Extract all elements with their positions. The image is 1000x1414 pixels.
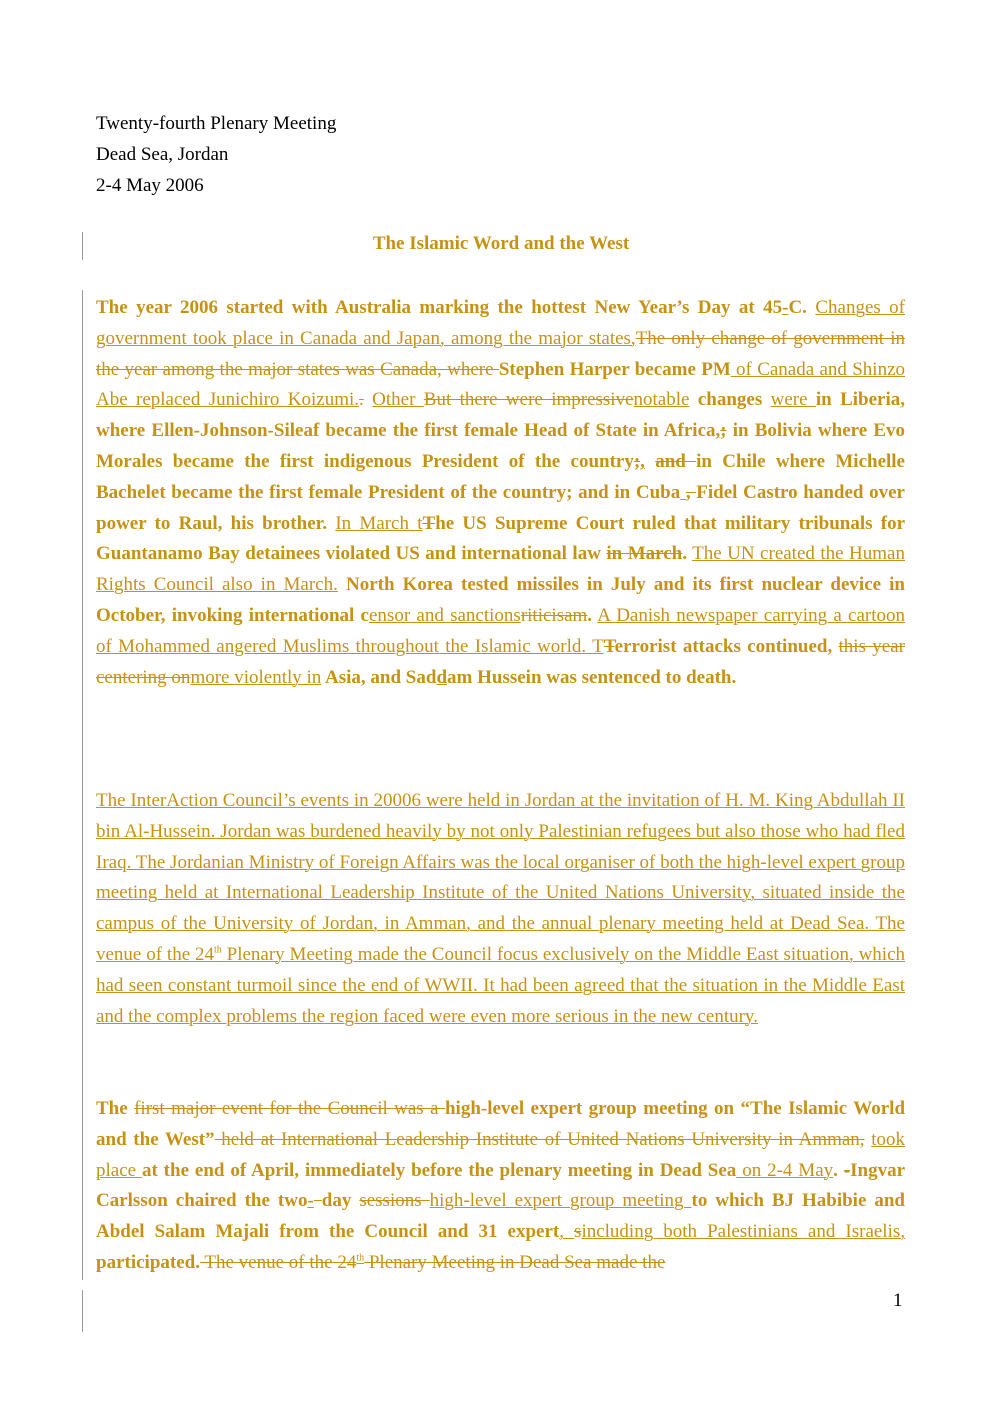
deleted-text: The only change of government in the year among the major states was Canada, where: [96, 327, 905, 380]
text-run: Fidel Castro handed over power to Raul, his brother.: [96, 481, 905, 534]
inserted-text: A Danish newspaper carrying a cartoon of Mohammed angered Muslims throughout the Islamic world.: [96, 604, 905, 657]
text-run: participated.: [96, 1251, 200, 1273]
text-run: Stephen Harper became PM: [498, 358, 731, 380]
deleted-text: T: [422, 512, 436, 534]
deleted-text: this year centering on: [96, 635, 905, 688]
deleted-text: s: [574, 1221, 582, 1243]
text-run: in Chile where Michelle Bachelet became the first female President of the country; and in Cuba: [96, 450, 905, 503]
inserted-text: ,: [559, 1221, 575, 1243]
text-run: changes: [689, 389, 771, 411]
superscript: th: [356, 1252, 365, 1264]
inserted-text: -: [782, 297, 789, 318]
text-run: .: [682, 543, 687, 565]
text-run: am Hussein was sentenced to death.: [447, 666, 737, 688]
text-run: .: [833, 1159, 838, 1181]
inserted-text: ensor and sanctions: [369, 604, 521, 626]
deleted-text: Plenary Meeting in Dead Sea made the: [364, 1251, 666, 1273]
change-bar: [82, 232, 83, 260]
text-run: errorist attacks continued,: [614, 635, 833, 657]
inserted-text: Changes of government took place in Canada and Japan, among the major states,: [96, 297, 906, 349]
deleted-text: -: [843, 1159, 851, 1181]
inserted-text: The InterAction Council’s events in 20006 were held in Jordan at the invitation of H. M. King Abdullah II bin Al-Hussein. Jordan was burdened heavily by not only Palestinian refugees but also those who had fled Iraq. The Jordanian Ministry of Foreign Affairs was the local organiser of both the high-level expert group meeting held at International Leadership Institute of the United Nations University, situated inside the campus of the University of Jordan, in Amman, and the annual plenary meeting held at Dead Sea. The venue of the 24: [96, 790, 905, 965]
text-run: [364, 389, 372, 410]
text-run: he US Supreme Court ruled that military tribunals for Guantanamo Bay detainees violated US and international law: [96, 512, 906, 565]
deleted-text: ;: [720, 420, 727, 442]
paragraph-expert-meeting: [96, 1094, 905, 1279]
deleted-text: .: [359, 389, 364, 411]
inserted-text: notable: [633, 389, 690, 411]
inserted-text: took place: [96, 1128, 906, 1181]
inserted-text: high-level expert group meeting: [429, 1190, 692, 1212]
deleted-text: [314, 1190, 322, 1211]
change-bar: [82, 290, 83, 1280]
inserted-text: In March t: [335, 512, 423, 534]
inserted-text: were: [770, 389, 816, 411]
text-run: C.: [788, 297, 807, 318]
text-run: Asia, and Sad: [321, 666, 437, 688]
inserted-text: T: [592, 635, 604, 657]
inserted-text: including both Palestinians and Israelis,: [581, 1221, 906, 1243]
deleted-text: held at International Leadership Institute of United Nations University in Amman,: [214, 1128, 865, 1150]
superscript: th: [214, 944, 222, 956]
inserted-text: Plenary Meeting made the Council focus exclusively on the Middle East situation, which had seen constant turmoil since the end of WWII. It had been agreed that the situation in the Middle East and the complex problems the region faced were even more serious in the new century.: [96, 943, 905, 1027]
inserted-text: Other: [372, 389, 424, 411]
text-run: to which BJ Habibie and Abdel Salam Majali from the Council and 31 expert: [96, 1190, 906, 1243]
deleted-text: in March: [606, 543, 683, 565]
deleted-text: But there were impressive: [423, 389, 634, 411]
meeting-dates: 2-4 May 2006: [96, 175, 204, 196]
text-run: at the end of April, immediately before the plenary meeting in Dead Sea: [141, 1159, 737, 1181]
meeting-place: Dead Sea, Jordan: [96, 144, 229, 165]
change-bar: [82, 1290, 83, 1332]
page-number: 1: [893, 1290, 903, 1311]
text-run: .: [587, 604, 593, 626]
meeting-header: [96, 108, 336, 201]
deleted-text: The venue of the 24: [199, 1251, 357, 1273]
inserted-text: more violently in: [190, 666, 322, 688]
text-run: North Korea tested missiles in July and its first nuclear device in October, invoking international c: [96, 574, 906, 626]
document-title: The Islamic Word and the West: [372, 233, 630, 254]
deleted-text: T: [603, 635, 615, 657]
inserted-text: on 2-4 May: [736, 1159, 834, 1181]
deleted-text: riticisam: [520, 604, 588, 626]
inserted-text: of Canada and Shinzo Abe replaced Junichiro Koizumi.: [96, 358, 905, 411]
text-run: in Bolivia where Evo Morales became the first indigenous President of the country: [96, 420, 905, 472]
meeting-name: Twenty-fourth Plenary Meeting: [96, 113, 337, 134]
inserted-text: d: [436, 666, 448, 688]
inserted-text: ,: [640, 450, 645, 472]
text-run: in Liberia, where Ellen-Johnson-Sileaf became the first female Head of State in Africa: [96, 389, 905, 442]
text-run: Ingvar Carlsson chaired the two: [96, 1159, 906, 1212]
inserted-text: -: [307, 1190, 314, 1212]
deleted-text: ,: [685, 481, 691, 503]
inserted-text: ,: [715, 420, 721, 442]
text-run: The year 2006 started with Australia marking the hottest New Year’s Day at 45: [96, 297, 783, 318]
text-run: high-level expert group meeting on “The Islamic World and the West”: [96, 1098, 906, 1150]
text-run: [645, 451, 655, 472]
deleted-text: and: [655, 450, 697, 472]
deleted-text: first major event for the Council was a: [134, 1098, 445, 1119]
paragraph-jordan-events: [96, 786, 905, 1032]
inserted-text: The UN created the Human Rights Council also in March.: [96, 543, 905, 596]
text-run: [338, 574, 346, 595]
text-run: The: [96, 1098, 128, 1119]
text-run: day: [321, 1190, 352, 1212]
deleted-text: sessions: [359, 1190, 430, 1212]
paragraph-year-review: [96, 293, 905, 693]
deleted-text: ;: [633, 450, 641, 472]
